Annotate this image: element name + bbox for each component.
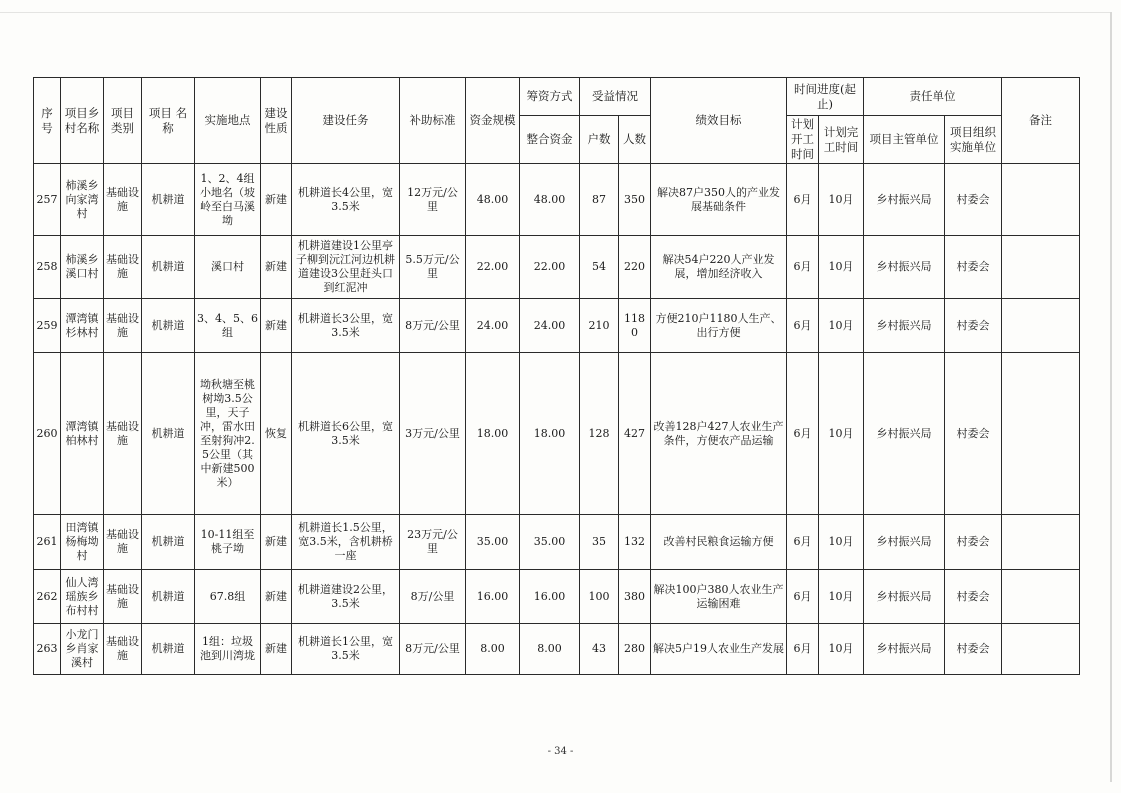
cell-fund: 22.00 xyxy=(466,236,520,299)
cell-people: 1180 xyxy=(619,299,651,353)
cell-task: 机耕道长4公里，宽3.5米 xyxy=(292,164,400,236)
cell-standard: 8万/公里 xyxy=(400,570,466,624)
cell-remarks xyxy=(1002,299,1080,353)
cell-implementer: 村委会 xyxy=(945,570,1002,624)
cell-category: 基础设施 xyxy=(104,570,142,624)
cell-name: 机耕道 xyxy=(142,570,195,624)
cell-category: 基础设施 xyxy=(104,236,142,299)
cell-end: 10月 xyxy=(819,236,864,299)
cell-task: 机耕道长6公里，宽3.5米 xyxy=(292,353,400,515)
cell-task: 机耕道建设1公里亭子柳到沅江河边机耕道建设3公里赶头口到红泥冲 xyxy=(292,236,400,299)
header-integrated-fund: 整合资金 xyxy=(520,116,580,164)
cell-nature: 新建 xyxy=(261,164,292,236)
cell-remarks xyxy=(1002,570,1080,624)
cell-seq: 260 xyxy=(34,353,61,515)
header-plan-start: 计划开工时间 xyxy=(787,116,819,164)
cell-standard: 3万元/公里 xyxy=(400,353,466,515)
table-row xyxy=(34,164,1080,236)
cell-people: 220 xyxy=(619,236,651,299)
cell-standard: 23万元/公里 xyxy=(400,515,466,570)
cell-supervisor: 乡村振兴局 xyxy=(864,299,945,353)
cell-integrated: 24.00 xyxy=(520,299,580,353)
cell-integrated: 22.00 xyxy=(520,236,580,299)
cell-implementer: 村委会 xyxy=(945,353,1002,515)
header-seq: 序号 xyxy=(34,78,61,164)
header-nature: 建设性质 xyxy=(261,78,292,164)
cell-village: 柿溪乡向家湾村 xyxy=(61,164,104,236)
cell-households: 100 xyxy=(580,570,619,624)
cell-category: 基础设施 xyxy=(104,515,142,570)
cell-start: 6月 xyxy=(787,515,819,570)
cell-nature: 新建 xyxy=(261,236,292,299)
page-edge-top xyxy=(0,12,1112,13)
project-table xyxy=(33,77,1080,675)
cell-start: 6月 xyxy=(787,164,819,236)
cell-start: 6月 xyxy=(787,236,819,299)
cell-fund: 18.00 xyxy=(466,353,520,515)
cell-start: 6月 xyxy=(787,570,819,624)
cell-fund: 24.00 xyxy=(466,299,520,353)
cell-performance: 解决100户380人农业生产运输困难 xyxy=(651,570,787,624)
cell-end: 10月 xyxy=(819,353,864,515)
cell-end: 10月 xyxy=(819,570,864,624)
cell-start: 6月 xyxy=(787,353,819,515)
cell-implementer: 村委会 xyxy=(945,164,1002,236)
cell-performance: 改善村民粮食运输方便 xyxy=(651,515,787,570)
cell-implementer: 村委会 xyxy=(945,299,1002,353)
cell-start: 6月 xyxy=(787,299,819,353)
cell-task: 机耕道长3公里，宽3.5米 xyxy=(292,299,400,353)
cell-standard: 12万元/公里 xyxy=(400,164,466,236)
header-funding-method: 筹资方式 xyxy=(520,78,580,116)
cell-households: 210 xyxy=(580,299,619,353)
table-body xyxy=(34,164,1080,675)
header-location: 实施地点 xyxy=(195,78,261,164)
header-standard: 补助标准 xyxy=(400,78,466,164)
header-supervisor: 项目主管单位 xyxy=(864,116,945,164)
cell-supervisor: 乡村振兴局 xyxy=(864,515,945,570)
header-performance: 绩效目标 xyxy=(651,78,787,164)
header-task: 建设任务 xyxy=(292,78,400,164)
cell-seq: 259 xyxy=(34,299,61,353)
cell-integrated: 18.00 xyxy=(520,353,580,515)
cell-supervisor: 乡村振兴局 xyxy=(864,353,945,515)
cell-supervisor: 乡村振兴局 xyxy=(864,624,945,675)
cell-name: 机耕道 xyxy=(142,353,195,515)
cell-seq: 262 xyxy=(34,570,61,624)
cell-seq: 263 xyxy=(34,624,61,675)
cell-integrated: 16.00 xyxy=(520,570,580,624)
page-edge-right xyxy=(1110,12,1112,782)
page-number: - 34 - xyxy=(547,746,574,757)
cell-households: 43 xyxy=(580,624,619,675)
cell-location: 溪口村 xyxy=(195,236,261,299)
cell-standard: 5.5万元/公里 xyxy=(400,236,466,299)
cell-category: 基础设施 xyxy=(104,164,142,236)
cell-seq: 257 xyxy=(34,164,61,236)
cell-implementer: 村委会 xyxy=(945,236,1002,299)
cell-village: 潭湾镇杉林村 xyxy=(61,299,104,353)
cell-nature: 新建 xyxy=(261,515,292,570)
header-plan-end: 计划完工时间 xyxy=(819,116,864,164)
header-name: 项目 名称 xyxy=(142,78,195,164)
header-fund-scale: 资金规模 xyxy=(466,78,520,164)
cell-village: 小龙门乡肖家溪村 xyxy=(61,624,104,675)
cell-location: 坳秋塘至桃树坳3.5公里，天子冲，雷水田至射狗冲2.5公里（其中新建500米） xyxy=(195,353,261,515)
cell-remarks xyxy=(1002,353,1080,515)
cell-people: 132 xyxy=(619,515,651,570)
cell-fund: 48.00 xyxy=(466,164,520,236)
cell-performance: 方便210户1180人生产、出行方便 xyxy=(651,299,787,353)
cell-name: 机耕道 xyxy=(142,624,195,675)
table-row xyxy=(34,299,1080,353)
header-schedule: 时间进度(起止) xyxy=(787,78,864,116)
cell-name: 机耕道 xyxy=(142,164,195,236)
cell-category: 基础设施 xyxy=(104,353,142,515)
cell-location: 67.8组 xyxy=(195,570,261,624)
cell-supervisor: 乡村振兴局 xyxy=(864,570,945,624)
cell-location: 10-11组至桃子坳 xyxy=(195,515,261,570)
cell-people: 280 xyxy=(619,624,651,675)
cell-households: 35 xyxy=(580,515,619,570)
cell-end: 10月 xyxy=(819,515,864,570)
cell-people: 350 xyxy=(619,164,651,236)
cell-households: 87 xyxy=(580,164,619,236)
cell-remarks xyxy=(1002,236,1080,299)
cell-supervisor: 乡村振兴局 xyxy=(864,164,945,236)
cell-end: 10月 xyxy=(819,299,864,353)
cell-name: 机耕道 xyxy=(142,515,195,570)
cell-nature: 恢复 xyxy=(261,353,292,515)
header-households: 户数 xyxy=(580,116,619,164)
header-people: 人数 xyxy=(619,116,651,164)
cell-task: 机耕道建设2公里，3.5米 xyxy=(292,570,400,624)
cell-name: 机耕道 xyxy=(142,236,195,299)
table-row xyxy=(34,570,1080,624)
cell-implementer: 村委会 xyxy=(945,624,1002,675)
cell-nature: 新建 xyxy=(261,570,292,624)
cell-village: 潭湾镇柏林村 xyxy=(61,353,104,515)
cell-fund: 35.00 xyxy=(466,515,520,570)
cell-integrated: 48.00 xyxy=(520,164,580,236)
cell-remarks xyxy=(1002,515,1080,570)
cell-seq: 261 xyxy=(34,515,61,570)
cell-nature: 新建 xyxy=(261,299,292,353)
table-row xyxy=(34,236,1080,299)
header-implementer: 项目组织实施单位 xyxy=(945,116,1002,164)
cell-name: 机耕道 xyxy=(142,299,195,353)
cell-standard: 8万元/公里 xyxy=(400,624,466,675)
cell-seq: 258 xyxy=(34,236,61,299)
cell-start: 6月 xyxy=(787,624,819,675)
cell-implementer: 村委会 xyxy=(945,515,1002,570)
cell-remarks xyxy=(1002,624,1080,675)
cell-performance: 改善128户427人农业生产条件，方便农产品运输 xyxy=(651,353,787,515)
cell-village: 仙人湾瑶族乡布村村 xyxy=(61,570,104,624)
cell-location: 1组：垃圾池到川湾垅 xyxy=(195,624,261,675)
header-remarks: 备注 xyxy=(1002,78,1080,164)
cell-people: 427 xyxy=(619,353,651,515)
header-benefit: 受益情况 xyxy=(580,78,651,116)
header-responsible: 责任单位 xyxy=(864,78,1002,116)
cell-category: 基础设施 xyxy=(104,624,142,675)
cell-integrated: 35.00 xyxy=(520,515,580,570)
header-village: 项目乡村名称 xyxy=(61,78,104,164)
cell-location: 3、4、5、6组 xyxy=(195,299,261,353)
cell-fund: 8.00 xyxy=(466,624,520,675)
cell-remarks xyxy=(1002,164,1080,236)
cell-task: 机耕道长1公里，宽3.5米 xyxy=(292,624,400,675)
cell-households: 128 xyxy=(580,353,619,515)
table-header xyxy=(34,78,1080,164)
cell-performance: 解决87户350人的产业发展基础条件 xyxy=(651,164,787,236)
cell-people: 380 xyxy=(619,570,651,624)
cell-performance: 解决54户220人产业发展，增加经济收入 xyxy=(651,236,787,299)
header-category: 项目类别 xyxy=(104,78,142,164)
cell-supervisor: 乡村振兴局 xyxy=(864,236,945,299)
table-row xyxy=(34,515,1080,570)
cell-end: 10月 xyxy=(819,164,864,236)
cell-nature: 新建 xyxy=(261,624,292,675)
cell-integrated: 8.00 xyxy=(520,624,580,675)
cell-village: 柿溪乡溪口村 xyxy=(61,236,104,299)
cell-location: 1、2、4组小地名（坡岭至白马溪坳 xyxy=(195,164,261,236)
cell-category: 基础设施 xyxy=(104,299,142,353)
cell-end: 10月 xyxy=(819,624,864,675)
cell-task: 机耕道长1.5公里，宽3.5米，含机耕桥一座 xyxy=(292,515,400,570)
table-row xyxy=(34,624,1080,675)
cell-households: 54 xyxy=(580,236,619,299)
cell-performance: 解决5户19人农业生产发展 xyxy=(651,624,787,675)
table-row xyxy=(34,353,1080,515)
cell-standard: 8万元/公里 xyxy=(400,299,466,353)
cell-fund: 16.00 xyxy=(466,570,520,624)
cell-village: 田湾镇杨梅坳村 xyxy=(61,515,104,570)
